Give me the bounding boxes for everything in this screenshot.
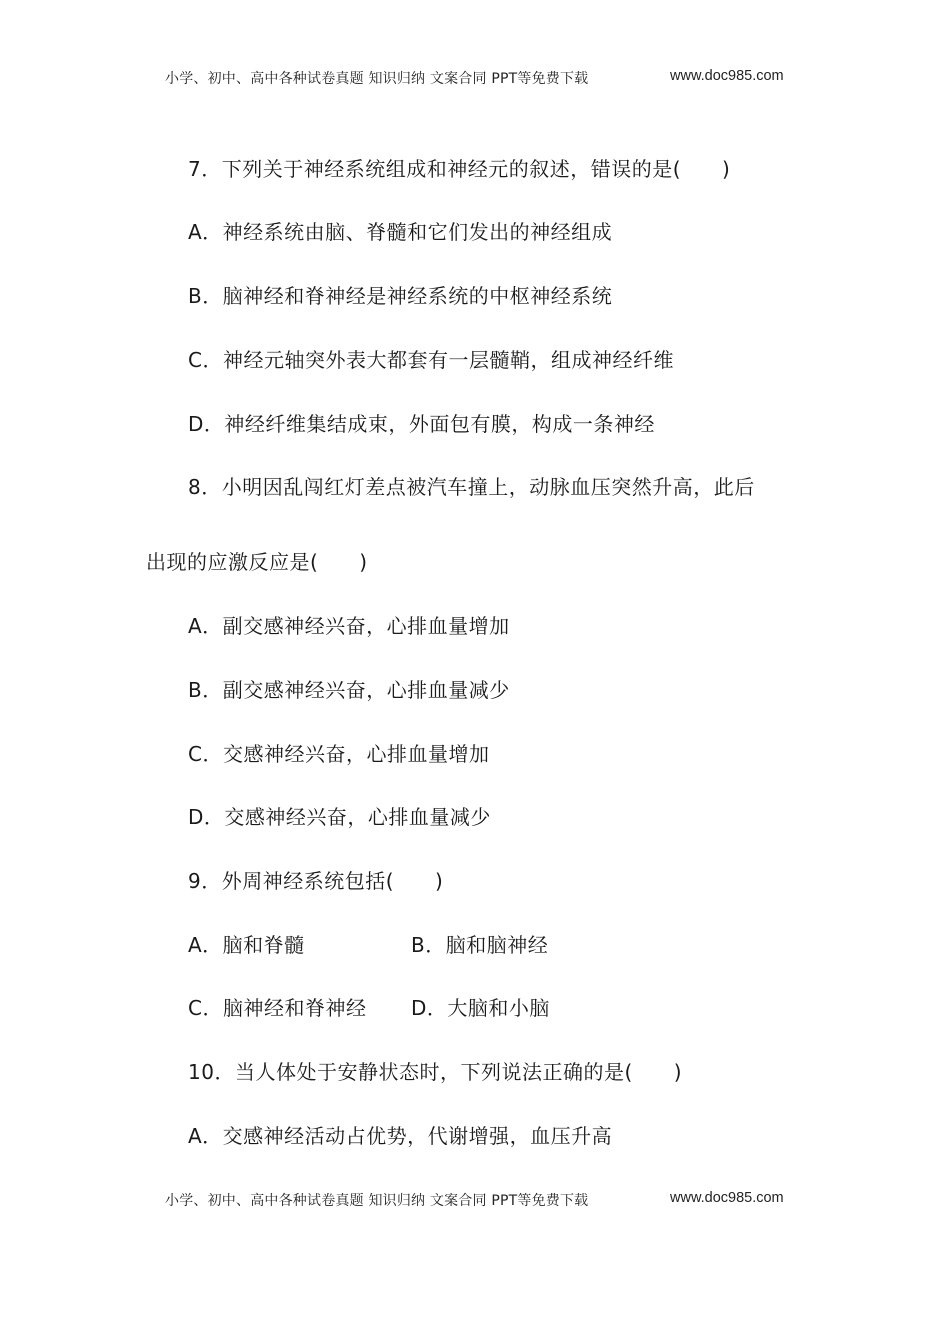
question-9-option-d: D．大脑和小脑 (411, 996, 550, 1020)
question-9-option-a: A．脑和脊髓 (188, 933, 305, 957)
question-10-stem: 10．当人体处于安静状态时，下列说法正确的是( ) (188, 1060, 683, 1084)
question-8-stem-line2: 出现的应激反应是( ) (146, 550, 368, 574)
question-7-option-b: B．脑神经和脊神经是神经系统的中枢神经系统 (188, 284, 613, 308)
question-9-option-c: C．脑神经和脊神经 (188, 996, 367, 1020)
question-8-option-d: D．交感神经兴奋，心排血量减少 (188, 805, 491, 829)
header-url[interactable]: www.doc985.com (670, 68, 784, 84)
question-10-option-a: A．交感神经活动占优势，代谢增强，血压升高 (188, 1124, 613, 1148)
question-8-stem-line1: 8．小明因乱闯红灯差点被汽车撞上，动脉血压突然升高，此后 (188, 475, 755, 499)
question-8-option-b: B．副交感神经兴奋，心排血量减少 (188, 678, 510, 702)
footer-text: 小学、初中、高中各种试卷真题 知识归纳 文案合同 PPT等免费下载 (165, 1193, 589, 1209)
question-8-option-c: C．交感神经兴奋，心排血量增加 (188, 742, 490, 766)
footer-url[interactable]: www.doc985.com (670, 1190, 784, 1206)
question-9-stem: 9．外周神经系统包括( ) (188, 869, 444, 893)
question-7-option-a: A．神经系统由脑、脊髓和它们发出的神经组成 (188, 220, 613, 244)
question-8-option-a: A．副交感神经兴奋，心排血量增加 (188, 614, 510, 638)
question-7-option-d: D．神经纤维集结成束，外面包有膜，构成一条神经 (188, 412, 655, 436)
question-7-option-c: C．神经元轴突外表大都套有一层髓鞘，组成神经纤维 (188, 348, 674, 372)
question-9-option-b: B．脑和脑神经 (411, 933, 549, 957)
question-7-stem: 7．下列关于神经系统组成和神经元的叙述，错误的是( ) (188, 157, 731, 181)
header-text: 小学、初中、高中各种试卷真题 知识归纳 文案合同 PPT等免费下载 (165, 71, 589, 87)
